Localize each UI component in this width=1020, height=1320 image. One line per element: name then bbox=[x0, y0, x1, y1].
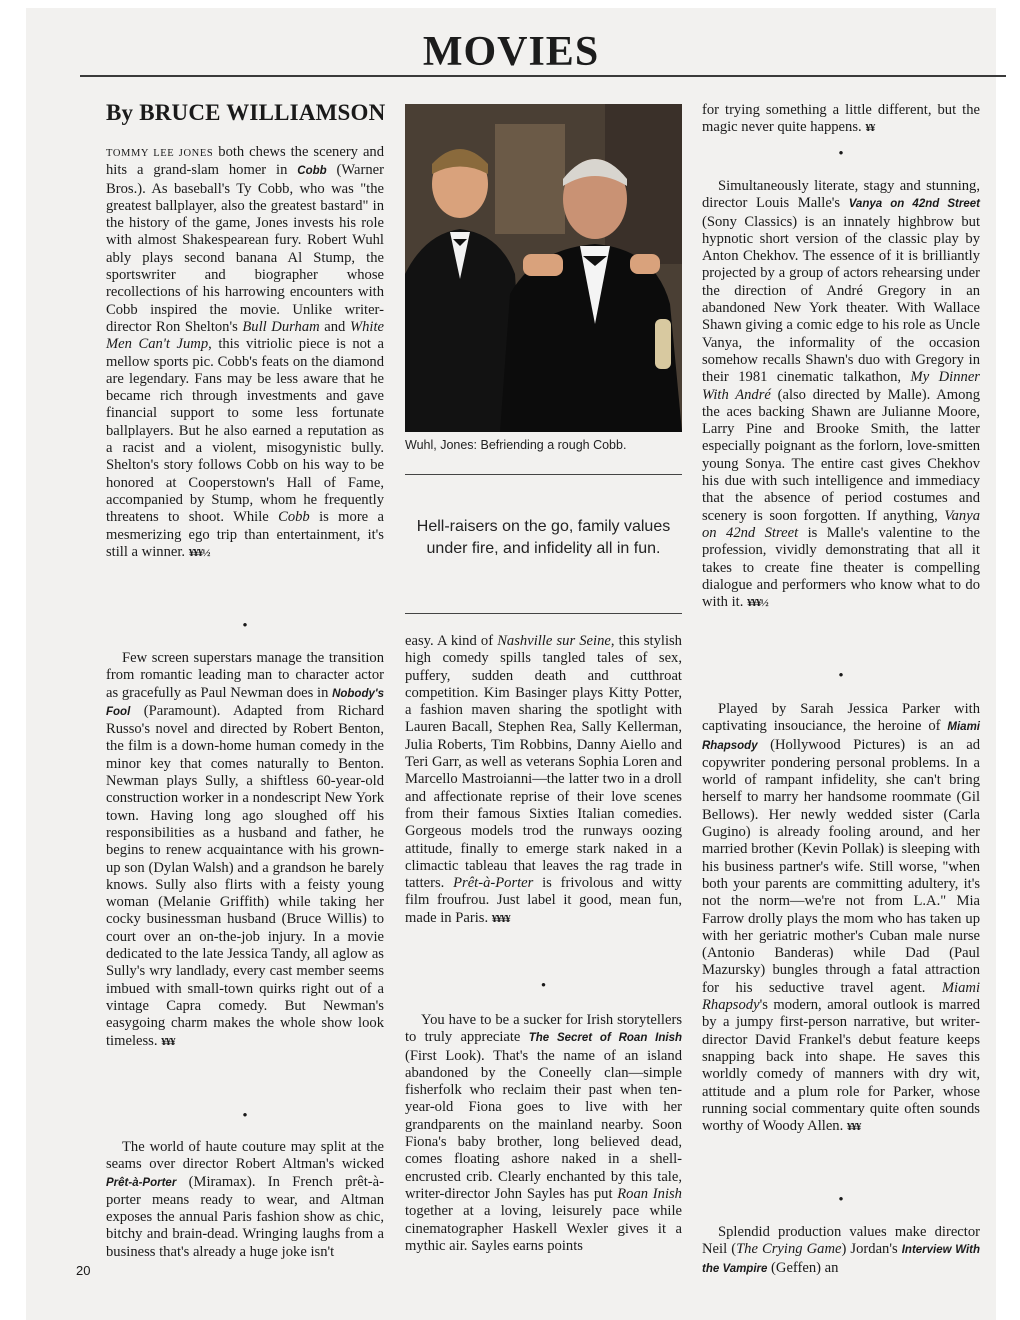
pullquote-rule bbox=[405, 613, 682, 614]
review-roan-inish-continued: for trying something a little different, but the magic never quite happens. ¥¥ bbox=[702, 102, 980, 136]
film-title: The Secret of Roan Inish bbox=[528, 1032, 683, 1045]
section-bullet: • bbox=[242, 618, 248, 634]
title-rule bbox=[80, 75, 1006, 77]
review-nobodys-fool: Few screen superstars manage the transition from romantic leading man to character actor as gracefully as Paul Newman does in Nobody's Fool (Paramount). Adapted from Richard Russo's novel and directed by Robert Benton, the film is a down-home human comedy in the minor key that comes naturally to Benton. Newman plays Sully, a shiftless 60-year-old construction worker in a nondescript New York town. Having long ago sloughed off his responsibilities as a husband and father, he begins to renew acquaintance with his grown-up son (Dylan Walsh) and a grandson he barely knows. Sully also flirts with a feisty young woman (Melanie Griffith) while taking her cocky businessman husband (Bruce Willis) to court over an on-the-job injury. In a movie dedicated to the late Jessica Tandy, all aglow as Sully's wry landlady, every cast member seems imbued with small-town quirks right out of a vintage Capra comedy. But Newman's easygoing charm makes the whole show look timeless. ¥¥¥ bbox=[106, 650, 384, 1049]
section-title: MOVIES bbox=[422, 29, 600, 75]
review-vanya: Simultaneously literate, stagy and stunning, director Louis Malle's Vanya on 42nd Street (Sony Classics) is an innately highbrow but hypnotic short version of the classic play by Anton Chekhov. The essence of it is brilliantly projected by a group of actors rehearsing under the direction of André Gregory in an abandoned New York theater. With Wallace Shawn giving a comic edge to his role as Uncle Vanya, the informality of the occasion somehow recalls Shawn's duo with Gregory in their 1981 cinematic talkathon, My Dinner With André (also directed by Malle). Among the aces backing Shawn are Julianne Moore, Larry Pine and Brooke Smith, the latter especially poignant as the forlorn, love-smitten young Sonya. The entire cast gives Chekhov his due with such intelligence and immediacy that the absence of period costumes and scenery is soon forgotten. If anything, Vanya on 42nd Street is Malle's valentine to the profession, vividly demonstrating that all it takes to create fine theater is compelling dialogue and performers who know what to do with it. ¥¥¥½ bbox=[702, 178, 981, 611]
review-pret-a-porter: The world of haute couture may split at the seams over director Robert Altman's wicked Prêt-à-Porter (Miramax). In French prêt-à-porter means ready to wear, and Altman exposes the annual Paris fashion show as chic, bitchy and brain-dead. Wringing laughs from a business that's already a huge joke isn't bbox=[106, 1139, 384, 1260]
rating-badge: ¥¥¥½ bbox=[188, 546, 210, 559]
review-miami-rhapsody: Played by Sarah Jessica Parker with captivating insouciance, the heroine of Miami Rhapsody (Hollywood Pictures) is an ad copywriter pondering personal problems. In a world of rampant infidelity, she can't bring herself to marry her handsome roommate (Gil Bellows). Her newly wedded sister (Carla Gugino) is already fooling around, and her married brother (Kevin Pollak) is sleeping with his business partner's wife. Still worse, "when both your parents are committing adultery, it's not the norm—we're not from L.A." Mia Farrow drolly plays the mom who has taken up with her geriatric mother's Cuban male nurse (Antonio Banderas) while Dad (Paul Mazursky) bungles through a fatal attraction for his seductive travel agent. Miami Rhapsody's modern, amoral outlook is marred by a jumpy first-person narrative, but writer-director David Frankel's debut feature keeps snapping back into shape. He saves this worldly comedy of manners with dry wit, attitude and a plum role for Parker, whose running social commentary quite often sounds worthy of Woody Allen. ¥¥¥ bbox=[702, 701, 980, 1135]
section-bullet: • bbox=[540, 978, 547, 994]
review-interview-vampire: Splendid production values make director Neil (The Crying Game) Jordan's Interview With the Vampire (Geffen) an bbox=[702, 1224, 980, 1276]
film-title: Miami Rhapsody bbox=[702, 721, 980, 752]
film-still-illustration bbox=[405, 104, 682, 432]
rating-badge: ¥¥¥½ bbox=[747, 597, 768, 610]
review-pret-a-porter-continued: easy. A kind of Nashville sur Seine, this stylish high comedy spills tangled tales of sex, puffery, sudden death and cutthroat competition. Kim Basinger plays Kitty Potter, a fashion maven sharing the spotlight with Lauren Bacall, Stephen Rea, Sally Kellerman, Julia Roberts, Tim Robbins, Danny Aiello and Teri Garr, as well as veterans Sophia Loren and Marcello Mastroianni—the latter two in a droll and affectionate reprise of their love scenes from their famous Sixties Italian comedies. Gorgeous models trod the runways oozing attitude, finally to emerge stark naked in a climactic tableau that leaves the rag trade in tatters. Prêt-à-Porter is frivolous and witty film froufrou. Just label it good, mean fun, made in Paris. ¥¥¥¥ bbox=[405, 633, 682, 926]
photo-caption: Wuhl, Jones: Befriending a rough Cobb. bbox=[405, 438, 627, 452]
byline: By BRUCE WILLIAMSON bbox=[106, 100, 386, 125]
film-title: Prêt-à-Porter bbox=[106, 1176, 177, 1189]
section-bullet: • bbox=[838, 146, 844, 162]
review-roan-inish: You have to be a sucker for Irish storytellers to truly appreciate The Secret of Roan Inish (First Look). That's the name of an island abandoned by the Coneelly clan—simple fisherfolk who reclaim their past when ten-year-old Fiona goes to live with her grandparents on the mainland nearby. Soon Fiona's baby brother, long believed dead, comes floating ashore naked in a shell-encrusted crib. Clearly enchanted by this tale, writer-director John Sayles has put Roan Inish together at a loving, leisurely pace while cinematographer Haskell Wexler gives it a mythic air. Sayles earns points bbox=[405, 1012, 683, 1254]
rating-badge: ¥¥¥¥ bbox=[491, 912, 510, 925]
caption-rule bbox=[405, 474, 682, 475]
film-title: Vanya on 42nd Street bbox=[848, 198, 980, 211]
magazine-page bbox=[26, 8, 996, 1320]
lead-in: TOMMY LEE JONES bbox=[106, 148, 214, 159]
film-still-photo bbox=[405, 104, 682, 432]
film-title: Nobody's Fool bbox=[106, 687, 384, 718]
page-number: 20 bbox=[76, 1263, 91, 1278]
pull-quote: Hell-raisers on the go, family values under fire, and infidelity all in fun. bbox=[416, 518, 671, 557]
review-cobb: TOMMY LEE JONES both chews the scenery and hits a grand-slam homer in Cobb (Warner Bros.). As baseball's Ty Cobb, who was "the greatest ballplayer, also the greatest bastard" in the history of the game, Jones invests his role with almost Shakespearean fury. Robert Wuhl ably plays second banana Al Stump, the sportswriter and biographer whose recollections of his harrowing encounters with Cobb inspired the movie. Unlike writer-director Ron Shelton's Bull Durham and White Men Can't Jump, this vitriolic piece is not a mellow sports pic. Cobb's feats on the diamond are legendary. Fans may be less aware that he became rich through investments and gave financial support to some less fortunate ballplayers. But he also earned a reputation as a racist and a violent, misogynistic bully. Shelton's story follows Cobb on his way to be honored at Cooperstown's Hall of Fame, accompanied by Stump, whom he frequently threatens to shoot. While Cobb is more a mesmerizing ego trip than entertainment, it's still a winner. ¥¥¥½ bbox=[106, 144, 385, 560]
section-bullet: • bbox=[242, 1108, 248, 1124]
rating-badge: ¥¥¥ bbox=[161, 1035, 175, 1048]
rating-badge: ¥¥¥ bbox=[846, 1121, 861, 1134]
rating-badge: ¥¥ bbox=[865, 122, 875, 135]
film-title: Cobb bbox=[297, 165, 327, 178]
section-bullet: • bbox=[838, 668, 844, 684]
film-title: Interview With the Vampire bbox=[702, 1244, 980, 1275]
section-bullet: • bbox=[838, 1192, 844, 1208]
